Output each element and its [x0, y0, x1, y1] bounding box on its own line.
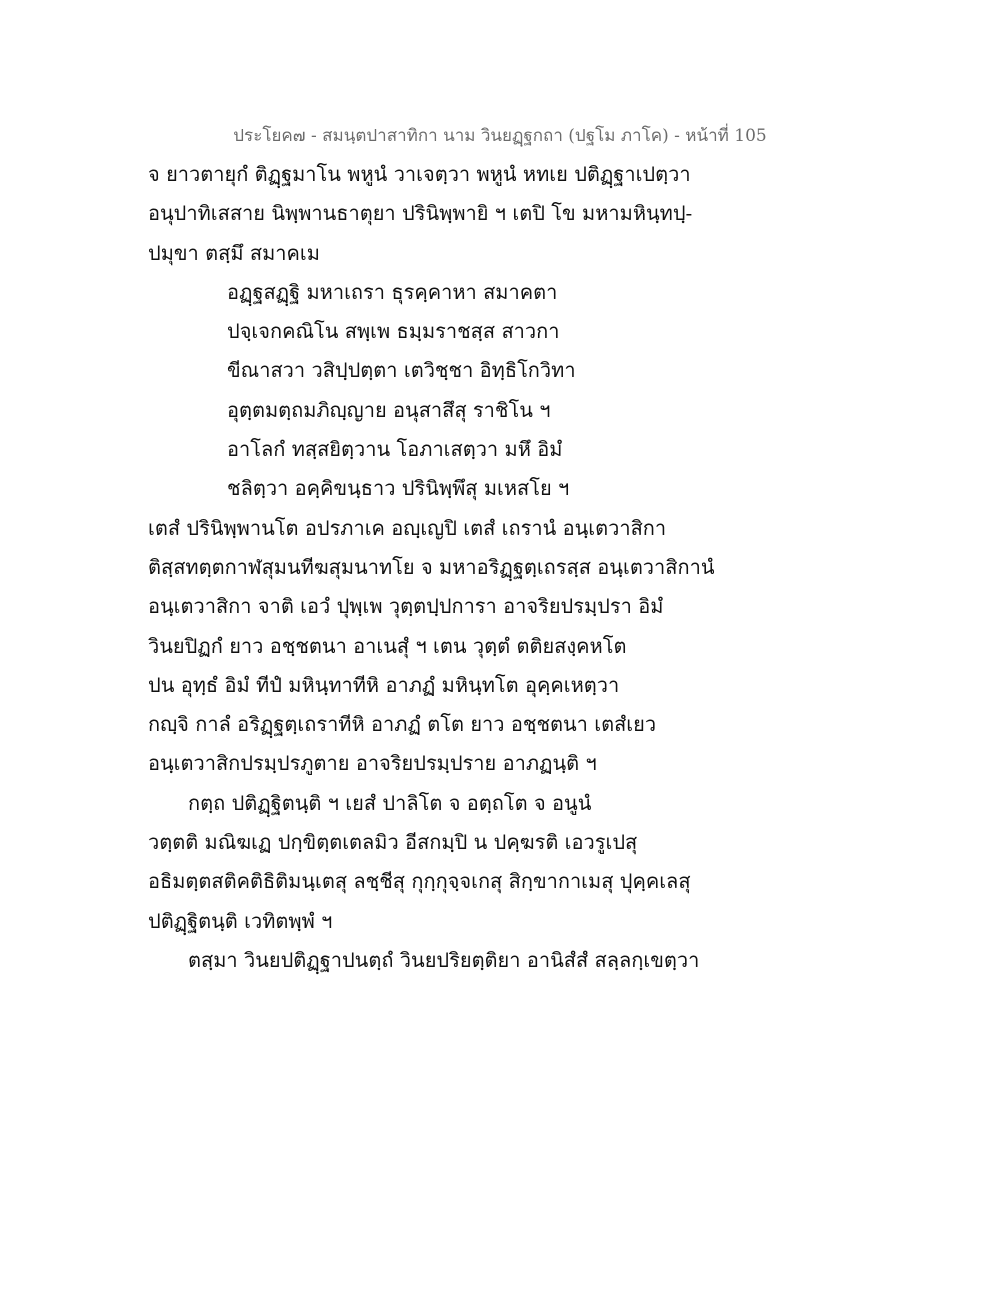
- text-line: ปน อุทฺธํ อิมํ ทีปํ มหินฺทาทีหิ อาภฏํ มหินฺทโต อุคฺคเหตฺวา: [148, 672, 620, 697]
- paragraph-start-line: ตสฺมา วินยปติฏฺฐาปนตฺถํ วินยปริยตฺติยา อานิสํสํ สลฺลกฺเขตฺวา: [188, 947, 700, 972]
- verse-line: อาโลกํ ทสฺสยิตฺวาน โอภาเสตฺวา มหึ อิมํ: [227, 437, 563, 462]
- text-line: วตฺตติ มณิฆเฏ ปกฺขิตฺตเตลมิว อีสกมฺปิ น ปคฺฆรติ เอวรูเปสุ: [148, 830, 638, 855]
- body-text: [148, 155, 868, 980]
- text-line: อนุปาทิเสสาย นิพฺพานธาตุยา ปรินิพฺพายิ ฯ เตปิ โข มหามหินฺทปฺ-: [148, 201, 693, 226]
- text-line: จ ยาวตายุกํ ติฏฺฐมาโน พหูนํ วาเจตฺวา พหูนํ หทเย ปติฏฺฐาเปตฺวา: [148, 162, 691, 186]
- verse-line: ขีณาสวา วสิปฺปตฺตา เตวิชฺชา อิทฺธิโกวิทา: [227, 358, 576, 383]
- text-line: ปติฏฺฐิตนฺติ เวทิตพฺพํ ฯ: [148, 908, 333, 933]
- text-line: ติสฺสทตฺตกาฬสุมนทีฆสุมนาทโย จ มหาอริฏฺฐตฺเถรสฺส อนฺเตวาสิกานํ: [148, 554, 715, 579]
- text-line: วินยปิฏกํ ยาว อชฺชตนา อาเนสุํ ฯ เตน วุตฺตํ ตติยสงฺคหโต: [148, 633, 627, 658]
- text-line: กญฺจิ กาลํ อริฏฺฐตฺเถราทีหิ อาภฏํ ตโต ยาว อชฺชตนา เตสํเยว: [148, 712, 657, 737]
- text-line: อนฺเตวาสิกา จาติ เอวํ ปุพฺเพ วุตฺตปฺปการา อาจริยปรมฺปรา อิมํ: [148, 594, 664, 619]
- running-header: ประโยค๗ - สมนฺตปาสาทิกา นาม วินยฏฺฐกถา (ปฐโม ภาโค) - หน้าที่ 105: [233, 126, 767, 146]
- text-line: อนฺเตวาสิกปรมฺปรภูตาย อาจริยปรมฺปราย อาภฏนฺติ ฯ: [148, 751, 597, 776]
- text-line: เตสํ ปรินิพฺพานโต อปรภาเค อญฺเญปิ เตสํ เถรานํ อนฺเตวาสิกา: [148, 515, 667, 540]
- verse-line: ปจฺเจกคณิโน สพฺเพ ธมฺมราชสฺส สาวกา: [227, 319, 560, 344]
- verse-line: อุตฺตมตฺถมภิญฺญาย อนุสาสึสุ ราชิโน ฯ: [227, 397, 551, 422]
- text-line: ปมุขา ตสฺมึ สมาคเม: [148, 240, 320, 265]
- paragraph-start-line: กตฺถ ปติฏฺฐิตนฺติ ฯ เยสํ ปาลิโต จ อตฺถโต จ อนูนํ: [188, 790, 592, 815]
- text-line: อธิมตฺตสติคติธิติมนฺเตสุ ลชฺชีสุ กุกฺกุจฺจเกสุ สิกฺขากาเมสุ ปุคฺคเลสุ: [148, 869, 691, 894]
- verse-line: ชลิตฺวา อคฺคิขนฺธาว ปรินิพฺพึสุ มเหสโย ฯ: [227, 476, 570, 501]
- verse-line: อฏฺฐสฏฺฐิ มหาเถรา ธุรคฺคาหา สมาคตา: [227, 279, 558, 304]
